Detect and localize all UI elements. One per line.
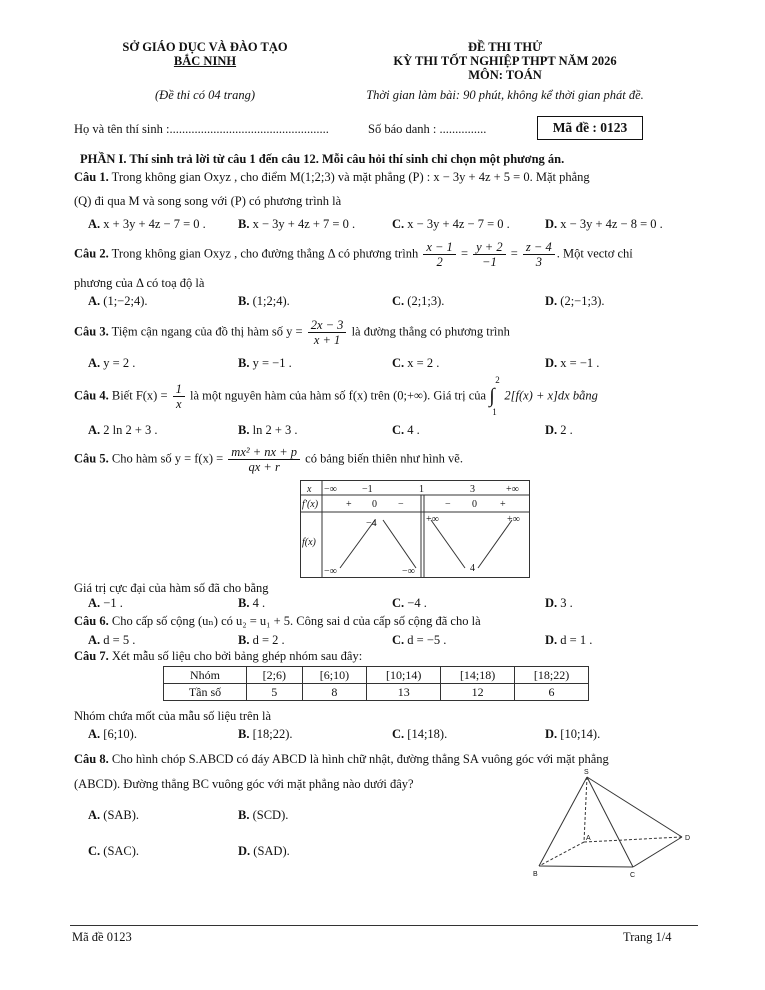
header-exam-name: KỲ THI TỐT NGHIỆP THPT NĂM 2026 (393, 54, 617, 68)
q2-option-a[interactable]: A. (1;−2;4). (88, 294, 148, 308)
q7-option-b[interactable]: B. [18;22). (238, 727, 293, 741)
integral-sign: ∫ 2 1 (489, 375, 500, 417)
var-fp-1: 0 (372, 499, 377, 510)
q6-option-b[interactable]: B. d = 2 . (238, 633, 285, 647)
q5-option-a[interactable]: A. −1 . (88, 596, 123, 610)
q8-option-d[interactable]: D. (SAD). (238, 844, 290, 858)
q1-option-d[interactable]: D. x − 3y + 4z − 8 = 0 . (545, 217, 663, 231)
q3-option-c[interactable]: C. x = 2 . (392, 356, 440, 370)
q1-option-b[interactable]: B. x − 3y + 4z + 7 = 0 . (238, 217, 356, 231)
q5-frac: $\frac{\text{mx² + nx + p}}{qx + r}$ (228, 445, 300, 474)
q5-line1: Câu 5. Cho hàm số y = f(x) = $\frac{\text{mx² + nx + p}}{qx + r}$ có bảng biến thiên như hình vẽ. (74, 445, 463, 474)
vertex-a: A (586, 835, 591, 842)
q2-line2: phương của Δ có toạ độ là (74, 276, 205, 290)
edge-sa (584, 777, 587, 842)
q7-option-c[interactable]: C. [14;18). (392, 727, 448, 741)
arrow-down-1 (383, 520, 416, 568)
q3-line1: Câu 3. Tiệm cận ngang của đồ thị hàm số y = $\frac{2x - 3}{x + 1}$ là đường thẳng có phương trình (74, 318, 510, 347)
header-province: BẮC NINH (173, 54, 237, 68)
q8-option-b[interactable]: B. (SCD). (238, 808, 289, 822)
q8-option-c[interactable]: C. (SAC). (88, 844, 140, 858)
q8-option-a[interactable]: A. (SAB). (88, 808, 140, 822)
exam-code-box: Mã đề : 0123 (537, 116, 643, 140)
q1-line2: (Q) đi qua M và song song với (P) có phương trình là (74, 194, 342, 208)
var-x-0: −∞ (324, 484, 337, 495)
q6-line1: Câu 6. Cho cấp số cộng (uₙ) có u₂ = u₁ + 5. Công sai d của cấp số cộng đã cho là (74, 614, 481, 628)
q2-option-d[interactable]: D. (2;−1;3). (545, 294, 605, 308)
table-cell: [2;6) (247, 667, 303, 684)
candidate-id-line: Số báo danh : ............... (368, 122, 487, 136)
q8-line1: Câu 8. Cho hình chóp S.ABCD có đáy ABCD là hình chữ nhật, đường thẳng SA vuông góc với mặt phẳng (74, 752, 609, 766)
arrow-up-2 (478, 520, 512, 568)
q6-option-c[interactable]: C. d = −5 . (392, 633, 447, 647)
header-exam-type: ĐỀ THI THỬ (467, 40, 543, 54)
var-f-2: −∞ (402, 566, 415, 577)
q3-option-d[interactable]: D. x = −1 . (545, 356, 600, 370)
q4-option-b[interactable]: B. ln 2 + 3 . (238, 423, 298, 437)
var-f-4: +∞ (507, 514, 520, 525)
edge-bc (539, 866, 633, 867)
q3-option-b[interactable]: B. y = −1 . (238, 356, 292, 370)
vertex-c: C (630, 872, 636, 879)
table-row (164, 667, 589, 684)
var-x-1: −1 (362, 484, 373, 495)
edge-sc (587, 777, 633, 867)
q4-line1: Câu 4. Biết F(x) = $\frac{1}{x}$ là một nguyên hàm của hàm số f(x) trên (0;+∞). Giá trị của ∫ 2 1 2[f(x) + x]dx bằng (74, 375, 598, 417)
var-fp-2: − (398, 499, 404, 510)
q2-option-b[interactable]: B. (1;2;4). (238, 294, 290, 308)
q8-line2: (ABCD). Đường thẳng BC vuông góc với mặt phẳng nào dưới đây? (74, 777, 414, 791)
var-fp-label: f′(x) (302, 499, 319, 510)
var-x-3: 3 (470, 484, 475, 495)
footer-rule (70, 925, 698, 926)
table-cell: [10;14) (367, 667, 441, 684)
pyramid-figure (525, 768, 705, 883)
q4-frac: $\frac{1}{x}$ (173, 382, 185, 411)
var-fp-3: − (445, 499, 451, 510)
var-fp-4: 0 (472, 499, 477, 510)
q2-frac-y: $\frac{y + 2}{-1}$ (473, 240, 505, 269)
var-x-label: x (307, 484, 312, 495)
edge-ad (584, 837, 682, 842)
var-x-2: 1 (419, 484, 424, 495)
vertex-d: D (685, 835, 691, 842)
vertex-b: B (533, 871, 538, 878)
q5-option-b[interactable]: B. 4 . (238, 596, 266, 610)
table-cell: 5 (247, 684, 303, 701)
table-cell: 13 (367, 684, 441, 701)
header-subject: MÔN: TOÁN (468, 68, 542, 82)
footer-page: Trang 1/4 (623, 930, 672, 944)
q4-option-a[interactable]: A. 2 ln 2 + 3 . (88, 423, 158, 437)
table-header-cell: Tần số (164, 684, 247, 701)
q1-option-a[interactable]: A. x + 3y + 4z − 7 = 0 . (88, 217, 206, 231)
edge-sb (539, 777, 587, 866)
q1-option-c[interactable]: C. x − 3y + 4z − 7 = 0 . (392, 217, 510, 231)
q7-line1: Câu 7. Xét mẫu số liệu cho bởi bảng ghép nhóm sau đây: (74, 649, 363, 663)
q7-option-d[interactable]: D. [10;14). (545, 727, 601, 741)
vertex-s: S (584, 769, 589, 776)
table-cell: [6;10) (302, 667, 367, 684)
edge-sd (587, 777, 682, 837)
q2-frac-x: $\frac{x - 1}{2}$ (423, 240, 455, 269)
table-cell: [14;18) (441, 667, 515, 684)
q5-after: Giá trị cực đại của hàm số đã cho bằng (74, 581, 269, 595)
var-f-5: 4 (470, 563, 475, 574)
q7-option-a[interactable]: A. [6;10). (88, 727, 137, 741)
table-cell: 8 (302, 684, 367, 701)
table-cell: 12 (441, 684, 515, 701)
var-f-0: −4 (366, 518, 377, 529)
q7-after: Nhóm chứa mốt của mẫu số liệu trên là (74, 709, 271, 723)
header-time: Thời gian làm bài: 90 phút, không kể thời gian phát đề. (366, 88, 644, 102)
var-fp-0: + (346, 499, 352, 510)
var-fp-5: + (500, 499, 506, 510)
q1-line1: Câu 1. Trong không gian Oxyz , cho điểm M(1;2;3) và mặt phẳng (P) : x − 3y + 4z + 5 = 0. Mặt phẳng (74, 170, 590, 184)
table-cell: 6 (515, 684, 589, 701)
header-department: SỞ GIÁO DỤC VÀ ĐÀO TẠO (122, 40, 288, 54)
candidate-name-line: Họ và tên thí sinh :................................................... (74, 122, 329, 136)
var-f-label: f(x) (302, 537, 316, 548)
q2-frac-z: $\frac{z - 4}{3}$ (523, 240, 555, 269)
var-x-4: +∞ (506, 484, 519, 495)
q3-option-a[interactable]: A. y = 2 . (88, 356, 136, 370)
edge-cd (633, 837, 682, 867)
q6-option-d[interactable]: D. d = 1 . (545, 633, 593, 647)
part1-heading: PHẦN I. Thí sinh trả lời từ câu 1 đến câu 12. Mỗi câu hỏi thí sinh chỉ chọn một phương án. (80, 152, 565, 166)
q3-frac: $\frac{2x - 3}{x + 1}$ (308, 318, 347, 347)
table-row (164, 684, 589, 701)
grouped-data-table (163, 666, 589, 701)
q6-option-a[interactable]: A. d = 5 . (88, 633, 136, 647)
q2-line1: Câu 2. Trong không gian Oxyz , cho đường thẳng Δ có phương trình $\frac{x - 1}{2}$ = $\frac{y + 2}{-1}$ = $\frac{z - 4}{3}$ . Một vectơ chỉ (74, 240, 633, 269)
footer-code: Mã đề 0123 (72, 930, 132, 944)
var-f-1: −∞ (324, 566, 337, 577)
q5-option-d[interactable]: D. 3 . (545, 596, 573, 610)
arrow-down-2 (431, 520, 465, 568)
table-header-cell: Nhóm (164, 667, 247, 684)
var-f-3: +∞ (426, 514, 439, 525)
variation-table (300, 480, 530, 578)
q4-option-d[interactable]: D. 2 . (545, 423, 573, 437)
q2-option-c[interactable]: C. (2;1;3). (392, 294, 445, 308)
header-page-count: (Đề thi có 04 trang) (155, 88, 255, 102)
table-cell: [18;22) (515, 667, 589, 684)
q5-option-c[interactable]: C. −4 . (392, 596, 427, 610)
q4-option-c[interactable]: C. 4 . (392, 423, 420, 437)
